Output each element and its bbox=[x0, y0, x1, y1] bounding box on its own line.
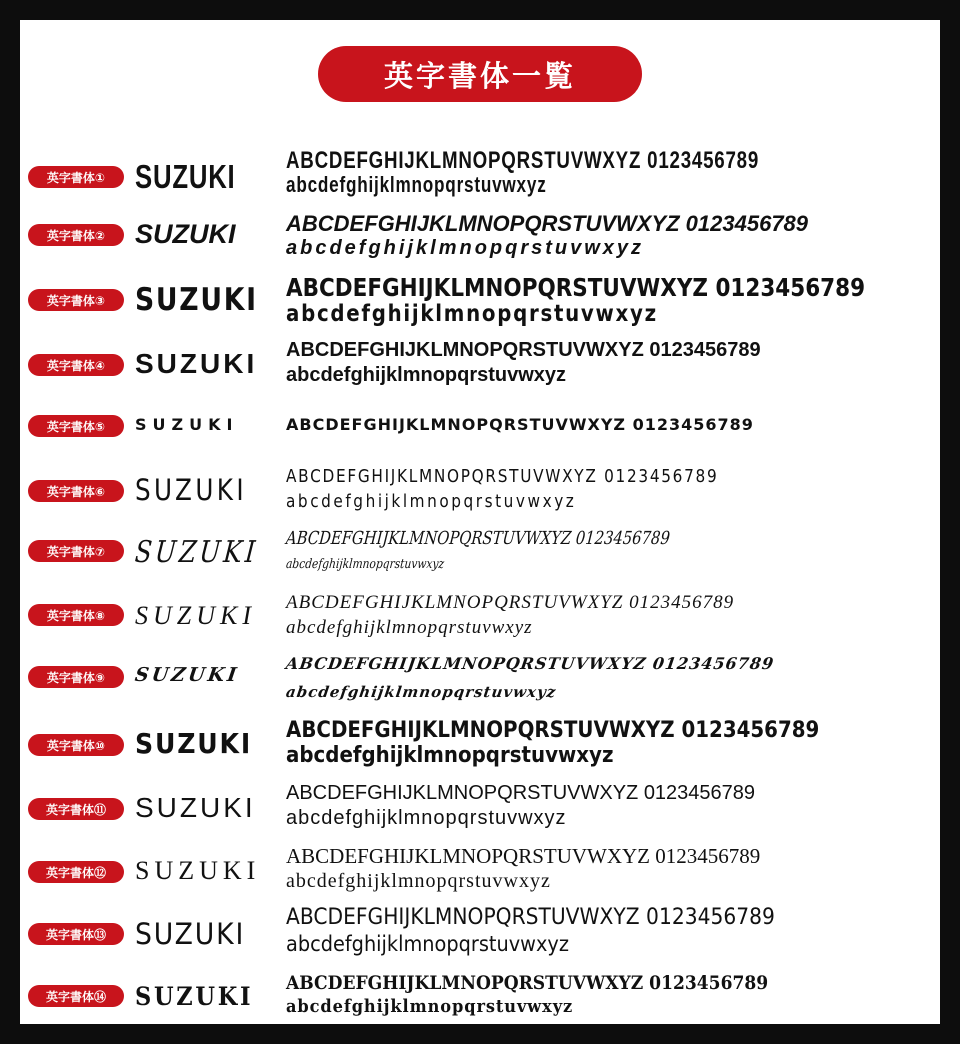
font-sample-lowercase: abcdefghijklmnopqrstuvwxyz bbox=[286, 491, 577, 512]
font-badge: 英字書体② bbox=[28, 224, 124, 246]
font-sample-uppercase: ABCDEFGHIJKLMNOPQRSTUVWXYZ 0123456789 bbox=[286, 718, 820, 743]
font-sample-uppercase: ABCDEFGHIJKLMNOPQRSTUVWXYZ 0123456789 bbox=[285, 528, 671, 549]
font-badge: 英字書体⑬ bbox=[28, 923, 124, 945]
font-sample-name: SUZUKI bbox=[135, 219, 236, 249]
font-sample-lowercase: abcdefghijklmnopqrstuvwxyz bbox=[286, 617, 533, 638]
font-sample-uppercase: ABCDEFGHIJKLMNOPQRSTUVWXYZ 0123456789 bbox=[286, 415, 754, 434]
font-badge: 英字書体⑥ bbox=[28, 480, 124, 502]
font-sample-uppercase: ABCDEFGHIJKLMNOPQRSTUVWXYZ 0123456789 bbox=[286, 905, 775, 930]
font-badge: 英字書体⑪ bbox=[28, 798, 124, 820]
font-sample-uppercase: ABCDEFGHIJKLMNOPQRSTUVWXYZ 0123456789 bbox=[286, 273, 866, 302]
font-sample-name: SUZUKI bbox=[135, 158, 236, 195]
font-sample-lowercase: abcdefghijklmnopqrstuvwxyz bbox=[284, 683, 558, 701]
font-sample-uppercase: ABCDEFGHIJKLMNOPQRSTUVWXYZ 0123456789 bbox=[286, 592, 735, 613]
font-badge: 英字書体⑦ bbox=[28, 540, 124, 562]
font-badge: 英字書体⑫ bbox=[28, 861, 124, 883]
font-sample-name: SUZUKI bbox=[135, 282, 258, 318]
font-sample-name: SUZUKI bbox=[135, 473, 248, 507]
font-sample-uppercase: ABCDEFGHIJKLMNOPQRSTUVWXYZ 0123456789 bbox=[286, 972, 769, 994]
font-catalog-panel bbox=[20, 20, 940, 1024]
font-sample-name: SUZUKI bbox=[135, 415, 239, 434]
font-sample-name: SUZUKI bbox=[135, 856, 261, 885]
font-sample-name: SUZUKI bbox=[133, 535, 260, 570]
font-badge: 英字書体⑧ bbox=[28, 604, 124, 626]
font-sample-name: SUZUKI bbox=[135, 982, 254, 1011]
font-sample-name: SUZUKI bbox=[135, 917, 246, 951]
font-sample-name: SUZUKI bbox=[133, 664, 241, 686]
font-sample-uppercase: ABCDEFGHIJKLMNOPQRSTUVWXYZ 0123456789 bbox=[286, 211, 809, 236]
font-sample-uppercase: ABCDEFGHIJKLMNOPQRSTUVWXYZ 0123456789 bbox=[284, 654, 776, 673]
font-sample-name: SUZUKI bbox=[135, 348, 258, 379]
font-badge: 英字書体③ bbox=[28, 289, 124, 311]
font-badge: 英字書体① bbox=[28, 166, 124, 188]
font-sample-name: SUZUKI bbox=[135, 601, 257, 630]
font-sample-lowercase: abcdefghijklmnopqrstuvwxyz bbox=[286, 172, 547, 197]
font-sample-uppercase: ABCDEFGHIJKLMNOPQRSTUVWXYZ 0123456789 bbox=[286, 339, 761, 361]
font-sample-lowercase: abcdefghijklmnopqrstuvwxyz bbox=[286, 807, 567, 829]
font-badge: 英字書体⑨ bbox=[28, 666, 124, 688]
font-sample-uppercase: ABCDEFGHIJKLMNOPQRSTUVWXYZ 0123456789 bbox=[286, 147, 760, 174]
font-badge: 英字書体⑭ bbox=[28, 985, 124, 1007]
font-sample-lowercase: abcdefghijklmnopqrstuvwxyz bbox=[286, 364, 567, 386]
font-sample-uppercase: ABCDEFGHIJKLMNOPQRSTUVWXYZ 0123456789 bbox=[286, 782, 756, 804]
page-title: 英字書体一覧 bbox=[318, 46, 642, 102]
font-badge: 英字書体⑤ bbox=[28, 415, 124, 437]
font-sample-lowercase: abcdefghijklmnopqrstuvwxyz bbox=[286, 870, 551, 892]
font-sample-lowercase: abcdefghijklmnopqrstuvwxyz bbox=[286, 932, 569, 956]
font-badge: 英字書体⑩ bbox=[28, 734, 124, 756]
font-sample-name: SUZUKI bbox=[135, 792, 256, 823]
font-sample-lowercase: abcdefghijklmnopqrstuvwxyz bbox=[286, 743, 614, 768]
font-sample-lowercase: abcdefghijklmnopqrstuvwxyz bbox=[285, 557, 445, 572]
font-sample-lowercase: abcdefghijklmnopqrstuvwxyz bbox=[286, 237, 645, 259]
font-sample-uppercase: ABCDEFGHIJKLMNOPQRSTUVWXYZ 0123456789 bbox=[286, 466, 719, 487]
font-sample-lowercase: abcdefghijklmnopqrstuvwxyz bbox=[286, 301, 658, 327]
font-sample-uppercase: ABCDEFGHIJKLMNOPQRSTUVWXYZ 0123456789 bbox=[286, 844, 761, 868]
font-sample-name: SUZUKI bbox=[135, 727, 253, 760]
font-sample-lowercase: abcdefghijklmnopqrstuvwxyz bbox=[286, 996, 574, 1017]
font-badge: 英字書体④ bbox=[28, 354, 124, 376]
